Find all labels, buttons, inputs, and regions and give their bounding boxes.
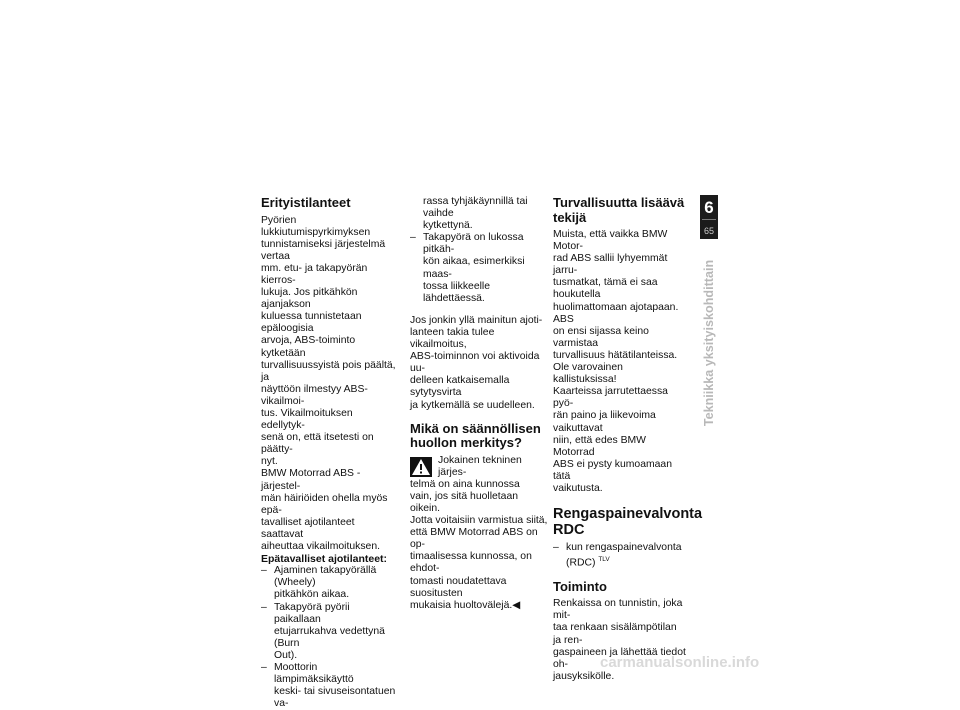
paragraph-detection: Pyörien lukkiutumispyrkimyksen tunnistamiseksi järjestelmä vertaa mm. etu- ja takapyörän kierros- lukuja. Jos pitkähkön ajanjakson kuluessa tunnistetaan epäloogisia arvoja, ABS-toiminto kytketään turvallisuussyistä pois päältä, ja näyttöön ilmestyy ABS-vikailmoi- tus. Vikailmoituksen edellytyk- senä on, että itsetesti on päätty- nyt. [261, 214, 396, 468]
list-item: – Takapyörä pyörii paikallaan etujarrukahva vedettynä (Burn Out). [261, 602, 399, 662]
column-3 [553, 195, 703, 683]
column-2 [410, 196, 548, 612]
warning-triangle-icon [410, 457, 432, 477]
section-heading-maintenance: Mikä on säännöllisen huollon merkitys? [410, 420, 541, 451]
section-heading-special-situations: Erityistilanteet [261, 195, 351, 210]
section-heading-rdc: Rengaspainevalvonta RDC [553, 506, 703, 538]
warning-box [410, 455, 548, 612]
rdc-list [553, 542, 687, 570]
list-item: rassa tyhjäkäynnillä tai vaihde kytkettynä. [423, 196, 528, 232]
list-item: – Takapyörä on lukossa pitkäh- kön aikaa, esimerkiksi maas- tossa liikkeelle lähdettäessä. [410, 232, 548, 305]
chapter-title-vertical [700, 248, 718, 438]
section-heading-safety: Turvallisuutta lisäävä tekijä [553, 195, 685, 225]
paragraph-function: Renkaissa on tunnistin, joka mit- taa renkaan sisälämpötilan ja ren- gaspaineen ja lähettää tiedot oh- jausyksikölle. [553, 598, 686, 682]
unusual-situations-list [261, 565, 399, 710]
page-number: 65 [703, 226, 714, 236]
paragraph-lean: Ole varovainen kallistuksissa! Kaarteissa jarrutettaessa pyö- rän paino ja liikevoima vaikuttavat niin, että edes BMW Motorrad ABS ei pysty kumoamaan tätä vaikutusta. [553, 362, 672, 494]
list-item: – Moottorin lämpimäksikäyttö keski- tai sivuseisontatuen va- [261, 662, 399, 710]
end-mark-icon: ◀ [512, 599, 521, 611]
subheading-unusual-situations: Epätavalliset ajotilanteet: [261, 553, 388, 566]
list-item: – Ajaminen takapyörällä (Wheely) pitkähkön aikaa. [261, 565, 399, 601]
paragraph-safety: Muista, että vaikka BMW Motor- rad ABS sallii lyhyemmät jarru- tusmatkat, tämä ei saa houkutella huolimattomaan ajotapaan. ABS on ensi sijassa keino varmistaa turvallisuus hätätilanteissa. [553, 229, 679, 361]
section-heading-function: Toiminto [553, 578, 607, 594]
chapter-title: Tekniikka yksityiskohdittain [702, 259, 716, 427]
paragraph-reactivate: Jos jonkin yllä mainitun ajoti- lanteen takia tulee vikailmoitus, ABS-toiminnon voi aktivoida uu- delleen katkaisemalla sytytysvirta ja kytkemällä se uudelleen. [410, 314, 543, 411]
paragraph-abs-faults: BMW Motorrad ABS -järjestel- män häiriöiden ohella myös epä- tavalliset ajotilanteet saattavat aiheuttaa vikailmoituksen. [261, 468, 388, 553]
chapter-number: 6 [704, 198, 714, 217]
chapter-tab [700, 195, 718, 239]
unusual-situations-list-cont [410, 196, 548, 305]
warning-text: Jokainen tekninen järjes- telmä on aina kunnossa vain, jos sitä huolletaan oikein. Jotta voitaisiin varmistua siitä, että BMW Motorrad ABS on op- timaalisessa kunnossa, on ehdot- tomasti noudatettava suositusten mukaisia huoltovälejä.◀ [410, 454, 548, 611]
watermark: carmanualsonline.info [600, 654, 760, 671]
chapter-divider [702, 219, 716, 220]
column-1 [261, 196, 399, 710]
list-item: – kun rengaspainevalvonta (RDC) $^{TLV}$ [553, 542, 687, 570]
